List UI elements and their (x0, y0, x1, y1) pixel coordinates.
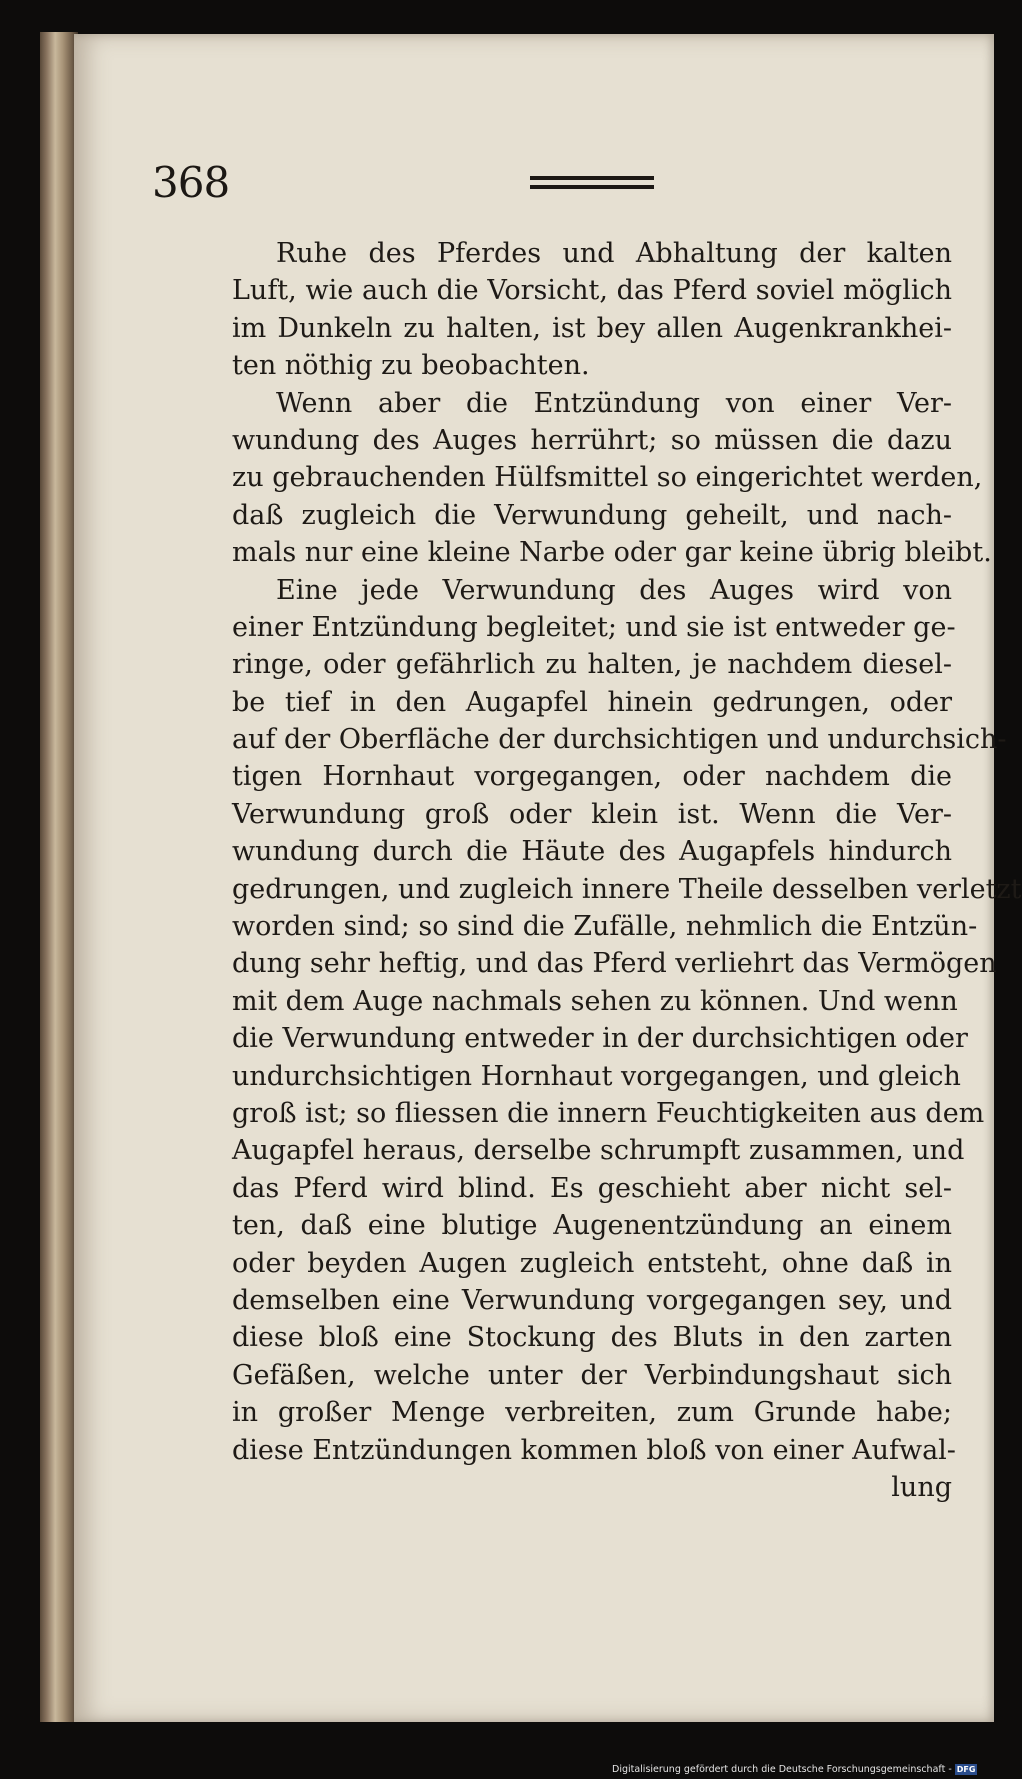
text-line: mals nur eine kleine Narbe oder gar keine übrig bleibt. (232, 537, 992, 569)
text-line: undurchsichtigen Hornhaut vorgegangen, und gleich (232, 1060, 961, 1092)
text-line: demselben eine Verwundung vorgegangen sey, und (232, 1284, 952, 1316)
text-line: wundung durch die Häute des Augapfels hindurch (232, 836, 952, 868)
book-spine-edge (40, 32, 78, 1722)
text-line: zu gebrauchenden Hülfsmittel so eingerichtet werden, (232, 462, 983, 494)
text-line: diese Entzündungen kommen bloß von einer Aufwal- (232, 1434, 956, 1466)
text-line: mit dem Auge nachmals sehen zu können. Und wenn (232, 985, 958, 1017)
text-line: wundung des Auges herrührt; so müssen die dazu (232, 424, 952, 456)
text-line: worden sind; so sind die Zufälle, nehmlich die Entzün- (232, 911, 978, 943)
text-line: daß zugleich die Verwundung geheilt, und nach- (232, 499, 952, 531)
header-rule-bottom (530, 185, 654, 189)
text-line: Gefäßen, welche unter der Verbindungshaut sich (232, 1359, 952, 1391)
text-line: Ruhe des Pferdes und Abhaltung der kalten (276, 238, 952, 269)
page-number: 368 (152, 158, 230, 207)
catchword: lung (891, 1471, 952, 1503)
body-text (232, 235, 1022, 1506)
text-line: im Dunkeln zu halten, ist bey allen Augenkrankhei- (232, 312, 952, 344)
text-line: ten, daß eine blutige Augenentzündung an einem (232, 1210, 952, 1242)
text-line: tigen Hornhaut vorgegangen, oder nachdem die (232, 761, 952, 793)
text-line: einer Entzündung begleitet; und sie ist entweder ge- (232, 611, 956, 643)
text-line: Wenn aber die Entzündung von einer Ver- (276, 387, 952, 419)
text-line: diese bloß eine Stockung des Bluts in den zarten (232, 1322, 952, 1354)
credit-text: Digitalisierung gefördert durch die Deutsche Forschungsgemeinschaft - (612, 1764, 952, 1775)
header-rule-top (530, 176, 654, 180)
text-line: die Verwundung entweder in der durchsichtigen oder (232, 1023, 968, 1055)
text-line: auf der Oberfläche der durchsichtigen und undurchsich- (232, 724, 1007, 756)
text-line: Eine jede Verwundung des Auges wird von (276, 574, 952, 606)
text-line: dung sehr heftig, und das Pferd verliehrt das Vermögen (232, 948, 997, 980)
text-line: Verwundung groß oder klein ist. Wenn die Ver- (232, 798, 952, 830)
text-line: ringe, oder gefährlich zu halten, je nachdem diesel- (232, 649, 952, 681)
text-line: be tief in den Augapfel hinein gedrungen, oder (232, 686, 952, 718)
dfg-logo: DFG (956, 1765, 976, 1774)
header-double-rule (530, 176, 654, 190)
digitization-credit (612, 1763, 976, 1777)
text-line: Luft, wie auch die Vorsicht, das Pferd soviel möglich (232, 275, 952, 307)
text-line: ten nöthig zu beobachten. (232, 350, 590, 382)
text-line: in großer Menge verbreiten, zum Grunde habe; (232, 1397, 952, 1429)
text-line: Augapfel heraus, derselbe schrumpft zusammen, und (232, 1135, 965, 1167)
text-line: oder beyden Augen zugleich entsteht, ohne daß in (232, 1247, 952, 1279)
text-line: gedrungen, und zugleich innere Theile desselben verletzt (232, 873, 1022, 905)
text-line: groß ist; so fliessen die innern Feuchtigkeiten aus dem (232, 1097, 985, 1129)
text-line: das Pferd wird blind. Es geschieht aber nicht sel- (232, 1172, 952, 1204)
